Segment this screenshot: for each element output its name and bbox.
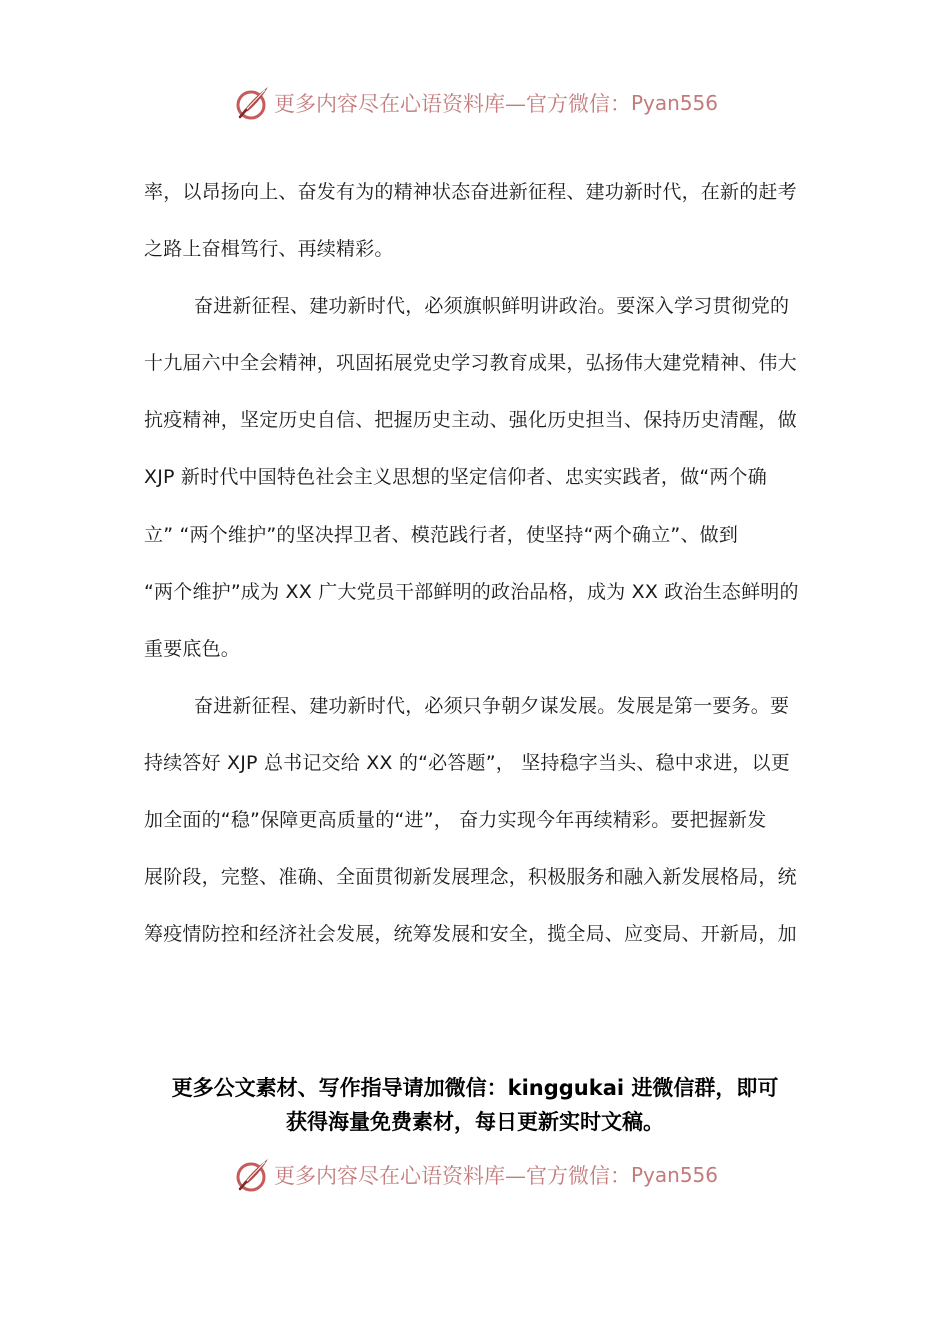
text-line: 重要底色。 [144,637,241,660]
text-line: 展阶段，完整、准确、全面贯彻新发展理念，积极服务和融入新发展格局，统 [144,866,797,889]
text-line: XJP 新时代中国特色社会主义思想的坚定信仰者、忠实实践者，做“两个确 [144,466,767,489]
text-line: “两个维护”成为 XX 广大党员干部鲜明的政治品格，成为 XX 政治生态鲜明的 [144,580,799,603]
watermark-text: 更多内容尽在心语资料库—官方微信： [273,92,631,116]
footer-note [0,1071,950,1139]
paragraph-2 [144,278,806,678]
quill-logo-icon [232,83,272,123]
text-line: 筹疫情防控和经济社会发展，统筹发展和安全，揽全局、应变局、开新局，加 [144,923,797,946]
paragraph-3 [144,678,806,963]
text-line: 奋进新征程、建功新时代，必须旗帜鲜明讲政治。要深入学习贯彻党的 [194,295,790,318]
text-line: 立” “两个维护”的坚决捍卫者、模范践行者，使坚持“两个确立”、做到 [144,523,739,546]
watermark-text: 更多内容尽在心语资料库—官方微信： [273,1164,631,1188]
text-line: 十九届六中全会精神，巩固拓展党史学习教育成果，弘扬伟大建党精神、伟大 [144,352,797,375]
text-line: 奋进新征程、建功新时代，必须只争朝夕谋发展。发展是第一要务。要 [194,694,790,717]
document-body [144,164,806,963]
text-line: 之路上奋楫笃行、再续精彩。 [144,238,394,261]
text-line: 持续答好 XJP 总书记交给 XX 的“必答题”， 坚持稳字当头、稳中求进，以更 [144,751,790,774]
text-line: 加全面的“稳”保障更高质量的“进”， 奋力实现今年再续精彩。要把握新发 [144,809,767,832]
footer-line-1: 更多公文素材、写作指导请加微信：kinggukai 进微信群，即可 [171,1076,779,1100]
paragraph-1 [144,164,806,278]
watermark-contact: Pyan556 [630,91,718,115]
footer-line-2: 获得海量免费素材，每日更新实时文稿。 [286,1110,664,1134]
text-line: 抗疫精神，坚定历史自信、把握历史主动、强化历史担当、保持历史清醒，做 [144,409,797,432]
text-line: 率，以昂扬向上、奋发有为的精神状态奋进新征程、建功新时代，在新的赶考 [144,181,797,203]
quill-logo-icon [232,1155,272,1195]
header-watermark [0,81,950,125]
footer-watermark [0,1153,950,1197]
watermark-contact: Pyan556 [630,1163,718,1187]
